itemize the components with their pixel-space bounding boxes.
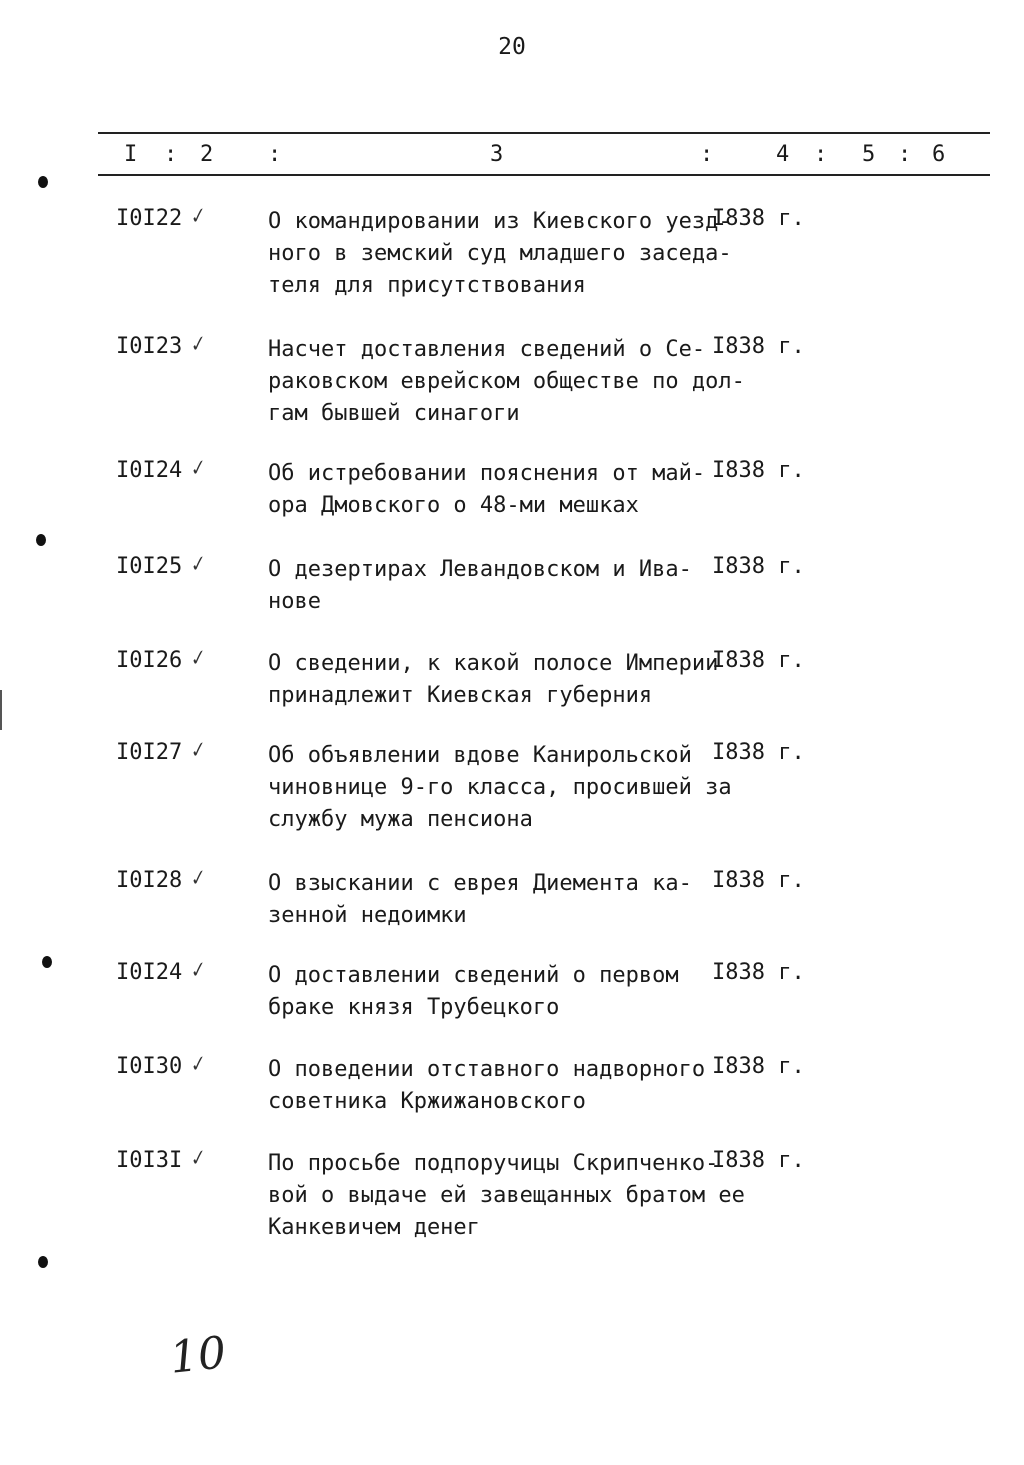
file-year: I838 г.: [712, 868, 805, 893]
scan-edge-mark: [0, 690, 2, 730]
header-top-rule: [98, 132, 990, 134]
file-description: О доставлении сведений о первом браке князя Трубецкого: [268, 963, 679, 1020]
col-3-header: 3: [490, 142, 504, 167]
col-separator: :: [164, 142, 178, 167]
check-mark-icon: ✓: [186, 736, 207, 765]
file-number: I0I27: [116, 740, 183, 765]
check-mark-icon: ✓: [186, 454, 207, 483]
file-year: I838 г.: [712, 334, 805, 359]
file-number: I0I28: [116, 868, 183, 893]
file-description: О сведении, к какой полосе Империи принадлежит Киевская губерния: [268, 651, 719, 708]
file-description: Насчет доставления сведений о Се- раковском еврейском обществе по дол- гам бывшей синагоги: [268, 337, 745, 426]
file-number: I0I23: [116, 334, 183, 359]
check-mark-icon: ✓: [186, 644, 207, 673]
file-number: I0I26: [116, 648, 183, 673]
file-year: I838 г.: [712, 648, 805, 673]
file-description: О командировании из Киевского уезд- ного в земский суд младшего заседа- теля для присутствования: [268, 209, 732, 298]
table-header: [0, 138, 1024, 172]
punch-hole-icon: [38, 1256, 48, 1268]
check-mark-icon: ✓: [186, 330, 207, 359]
file-year: I838 г.: [712, 740, 805, 765]
file-year: I838 г.: [712, 554, 805, 579]
col-separator: :: [898, 142, 912, 167]
punch-hole-icon: [42, 956, 52, 968]
file-description: О взыскании с еврея Диемента ка- зенной недоимки: [268, 871, 692, 928]
check-mark-icon: ✓: [186, 864, 207, 893]
col-4-header: 4: [776, 142, 790, 167]
check-mark-icon: ✓: [186, 202, 207, 231]
file-year: I838 г.: [712, 960, 805, 985]
file-number: I0I24: [116, 960, 183, 985]
punch-hole-icon: [36, 534, 46, 546]
file-description: О дезертирах Левандовском и Ива- нове: [268, 557, 692, 614]
file-number: I0I22: [116, 206, 183, 231]
file-number: I0I30: [116, 1054, 183, 1079]
file-number: I0I25: [116, 554, 183, 579]
col-separator: :: [268, 142, 282, 167]
check-mark-icon: ✓: [186, 956, 207, 985]
page-number: 20: [498, 34, 526, 60]
handwritten-signature: 10: [167, 1327, 229, 1384]
file-description: О поведении отставного надворного советника Кржижановского: [268, 1057, 706, 1114]
header-bottom-rule: [98, 174, 990, 176]
col-separator: :: [814, 142, 828, 167]
file-year: I838 г.: [712, 206, 805, 231]
file-year: I838 г.: [712, 458, 805, 483]
file-year: I838 г.: [712, 1054, 805, 1079]
file-description: Об истребовании пояснения от май- ора Дмовского о 48-ми мешках: [268, 461, 706, 518]
file-year: I838 г.: [712, 1148, 805, 1173]
file-number: I0I3I: [116, 1148, 183, 1173]
file-description: Об объявлении вдове Канирольской чиновнице 9-го класса, просившей за службу мужа пенсиона: [268, 743, 732, 832]
file-number: I0I24: [116, 458, 183, 483]
file-description: По просьбе подпоручицы Скрипченко- вой о выдаче ей завещанных братом ее Канкевичем денег: [268, 1151, 745, 1240]
punch-hole-icon: [38, 176, 48, 188]
check-mark-icon: ✓: [186, 1144, 207, 1173]
col-1-header: I: [124, 142, 138, 167]
col-6-header: 6: [932, 142, 946, 167]
check-mark-icon: ✓: [186, 1050, 207, 1079]
check-mark-icon: ✓: [186, 550, 207, 579]
col-5-header: 5: [862, 142, 876, 167]
col-separator: :: [700, 142, 714, 167]
col-2-header: 2: [200, 142, 214, 167]
